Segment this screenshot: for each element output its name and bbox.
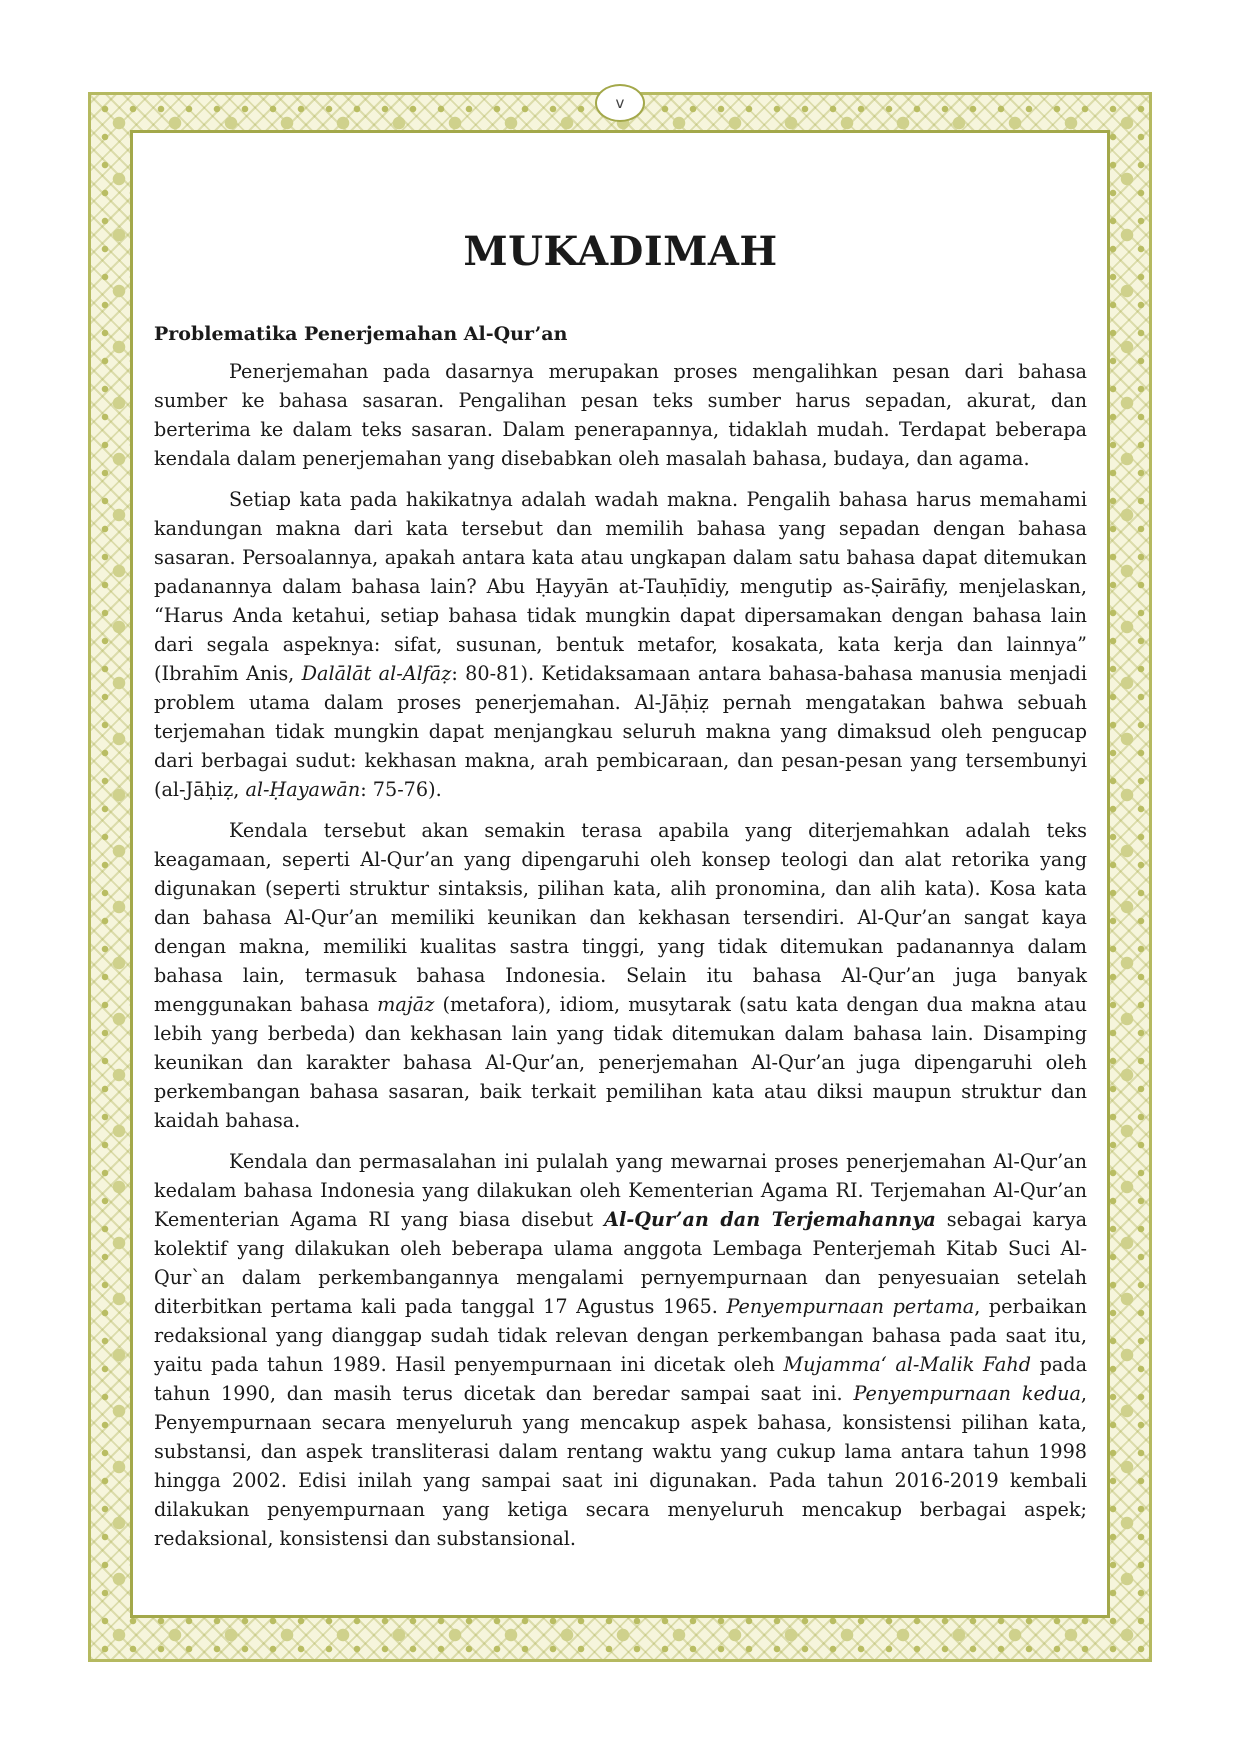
text-run: , perbaikan redaksional yang dianggap sudah tidak relevan dengan perkembangan bahasa pada saat itu, yaitu pada tahun 1989. Hasil penyempurnaan ini dicetak oleh: [154, 1295, 1087, 1376]
text-run: pada tahun 1990, dan masih terus dicetak dan beredar sampai saat ini.: [154, 1353, 1088, 1405]
paragraph: [154, 1147, 1087, 1553]
text-run: Al-Qur’an dan Terjemahannya: [604, 1208, 936, 1231]
text-run: majāz: [377, 993, 435, 1016]
text-run: , Penyempurnaan secara menyeluruh yang mencakup aspek bahasa, konsistensi pilihan kata, substansi, dan aspek transliterasi dalam rentang waktu yang cukup lama antara tahun 1998 hingga 2002. Edisi inilah yang sampai saat ini digunakan. Pada tahun 2016-2019 kembali dilakukan penyempurnaan yang ketiga secara menyeluruh mencakup berbagai aspek; redaksional, konsistensi dan substansional.: [154, 1382, 1088, 1550]
text-run: Penerjemahan pada dasarnya merupakan proses mengalihkan pesan dari bahasa sumber ke bahasa sasaran. Pengalihan pesan teks sumber harus sepadan, akurat, dan berterima ke dalam teks sasaran. Dalam penerapannya, tidaklah mudah. Terdapat beberapa kendala dalam penerjemahan yang disebabkan oleh masalah bahasa, budaya, dan agama.: [154, 360, 1087, 470]
text-run: : 75-76).: [360, 778, 442, 801]
paragraph: [154, 357, 1087, 473]
page-title: MUKADIMAH: [463, 228, 778, 275]
text-run: (metafora), idiom, musytarak (satu kata dengan dua makna atau lebih yang berbeda) dan kekhasan lain yang tidak ditemukan dalam bahasa lain. Disamping keunikan dan karakter bahasa Al-Qur’an, penerjemahan Al-Qur’an juga dipengaruhi oleh perkembangan bahasa sasaran, baik terkait pemilihan kata atau diksi maupun struktur dan kaidah bahasa.: [154, 993, 1087, 1132]
text-run: Kendala dan permasalahan ini pulalah yang mewarnai proses penerjemahan Al-Qur’an kedalam bahasa Indonesia yang dilakukan oleh Kementerian Agama RI. Terjemahan Al-Qur’an Kementerian Agama RI yang biasa disebut: [154, 1150, 1087, 1231]
paragraph: [154, 816, 1087, 1135]
text-run: Setiap kata pada hakikatnya adalah wadah makna. Pengalih bahasa harus memahami kandungan makna dari kata tersebut dan memilih bahasa yang sepadan dengan bahasa sasaran. Persoalannya, apakah antara kata atau ungkapan dalam satu bahasa dapat ditemukan padanannya dalam bahasa lain? Abu Ḥayyān at-Tauḥīdiy, mengutip as-Ṣairāfiy, menjelaskan, “Harus Anda ketahui, setiap bahasa tidak mungkin dapat dipersamakan dengan bahasa lain dari segala aspeknya: sifat, susunan, bentuk metafor, kosakata, kata kerja dan lainnya” (Ibrahīm Anis,: [154, 488, 1087, 685]
section-heading: Problematika Penerjemahan Al-Qur’an: [154, 323, 568, 345]
text-run: Penyempurnaan pertama: [726, 1295, 975, 1318]
page-number: v: [595, 84, 645, 122]
text-run: Mujamma‘ al-Malik Fahd: [783, 1353, 1032, 1376]
body-text: [154, 357, 1087, 1553]
text-run: Dalālāt al-Alfāẓ: [301, 662, 452, 685]
text-run: sebagai karya kolektif yang dilakukan oleh beberapa ulama anggota Lembaga Penterjemah Kitab Suci Al-Qur`an dalam perkembangannya mengalami pernyempurnaan dan penyesuaian setelah diterbitkan pertama kali pada tanggal 17 Agustus 1965.: [154, 1208, 1088, 1318]
text-run: : 80-81). Ketidaksamaan antara bahasa-bahasa manusia menjadi problem utama dalam proses penerjemahan. Al-Jāḥiẓ pernah mengatakan bahwa sebuah terjemahan tidak mungkin dapat menjangkau seluruh makna yang dimaksud oleh pengucap dari berbagai sudut: kekhasan makna, arah pembicaraan, dan pesan-pesan yang tersembunyi (al-Jāḥiẓ,: [154, 662, 1087, 801]
paragraph: [154, 485, 1087, 804]
text-run: Penyempurnaan kedua: [853, 1382, 1081, 1405]
text-run: al-Ḥayawān: [245, 778, 361, 801]
main-content: [154, 228, 1087, 1565]
text-run: Kendala tersebut akan semakin terasa apabila yang diterjemahkan adalah teks keagamaan, seperti Al-Qur’an yang dipengaruhi oleh konsep teologi dan alat retorika yang digunakan (seperti struktur sintaksis, pilihan kata, alih pronomina, dan alih kata). Kosa kata dan bahasa Al-Qur’an memiliki keunikan dan kekhasan tersendiri. Al-Qur’an sangat kaya dengan makna, memiliki kualitas sastra tinggi, yang tidak ditemukan padanannya dalam bahasa lain, termasuk bahasa Indonesia. Selain itu bahasa Al-Qur’an juga banyak menggunakan bahasa: [154, 819, 1087, 1016]
